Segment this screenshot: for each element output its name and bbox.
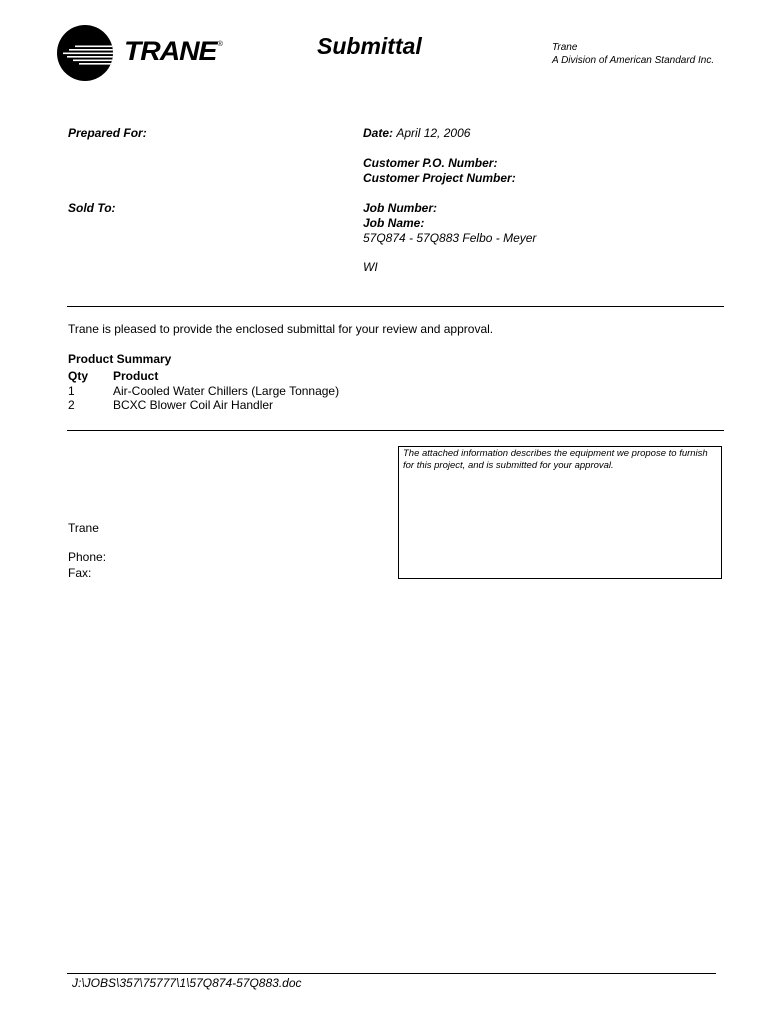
- po-number-label: Customer P.O. Number:: [363, 156, 498, 170]
- product-qty: 1: [68, 383, 75, 398]
- approval-text: The attached information describes the equipment we propose to furnish for this project, and is submitted for your approval.: [403, 448, 708, 471]
- job-name-label: Job Name:: [363, 216, 425, 230]
- company-name: Trane: [552, 42, 578, 53]
- trane-logo-wordmark: TRANE®: [124, 36, 222, 66]
- table-row: [68, 384, 339, 399]
- project-number-label: Customer Project Number:: [363, 171, 516, 185]
- approval-box: [398, 446, 722, 579]
- prepared-for-label: Prepared For:: [68, 126, 147, 140]
- footer-file-path: J:\JOBS\357\75777\1\57Q874-57Q883.doc: [72, 976, 302, 990]
- product-name: BCXC Blower Coil Air Handler: [113, 398, 274, 412]
- product-table: [68, 369, 339, 413]
- qty-header: Qty: [68, 369, 89, 383]
- date-value: April 12, 2006: [396, 126, 471, 140]
- company-division: A Division of American Standard Inc.: [552, 55, 715, 66]
- trane-circle-logo-icon: [57, 25, 113, 81]
- job-name-value: 57Q874 - 57Q883 Felbo - Meyer: [363, 231, 537, 245]
- fax-label: Fax:: [68, 566, 92, 580]
- date-line: [363, 126, 470, 140]
- company-block: [552, 41, 714, 67]
- product-qty: 2: [68, 398, 75, 412]
- product-header: Product: [113, 369, 159, 383]
- product-table-header: [68, 369, 339, 384]
- product-name: Air-Cooled Water Chillers (Large Tonnage): [113, 383, 340, 398]
- job-number-label: Job Number:: [363, 201, 438, 215]
- divider-footer: [67, 973, 716, 974]
- table-row: [68, 398, 339, 413]
- document-title: Submittal: [317, 33, 422, 59]
- divider-top: [67, 306, 724, 307]
- intro-text: Trane is pleased to provide the enclosed submittal for your review and approval.: [68, 322, 494, 336]
- sold-to-label: Sold To:: [68, 201, 116, 215]
- phone-label: Phone:: [68, 550, 107, 564]
- contact-company: Trane: [68, 521, 99, 535]
- divider-middle: [67, 430, 724, 431]
- product-summary-title: Product Summary: [68, 352, 172, 366]
- date-label: Date:: [363, 126, 394, 140]
- job-state: WI: [363, 260, 378, 274]
